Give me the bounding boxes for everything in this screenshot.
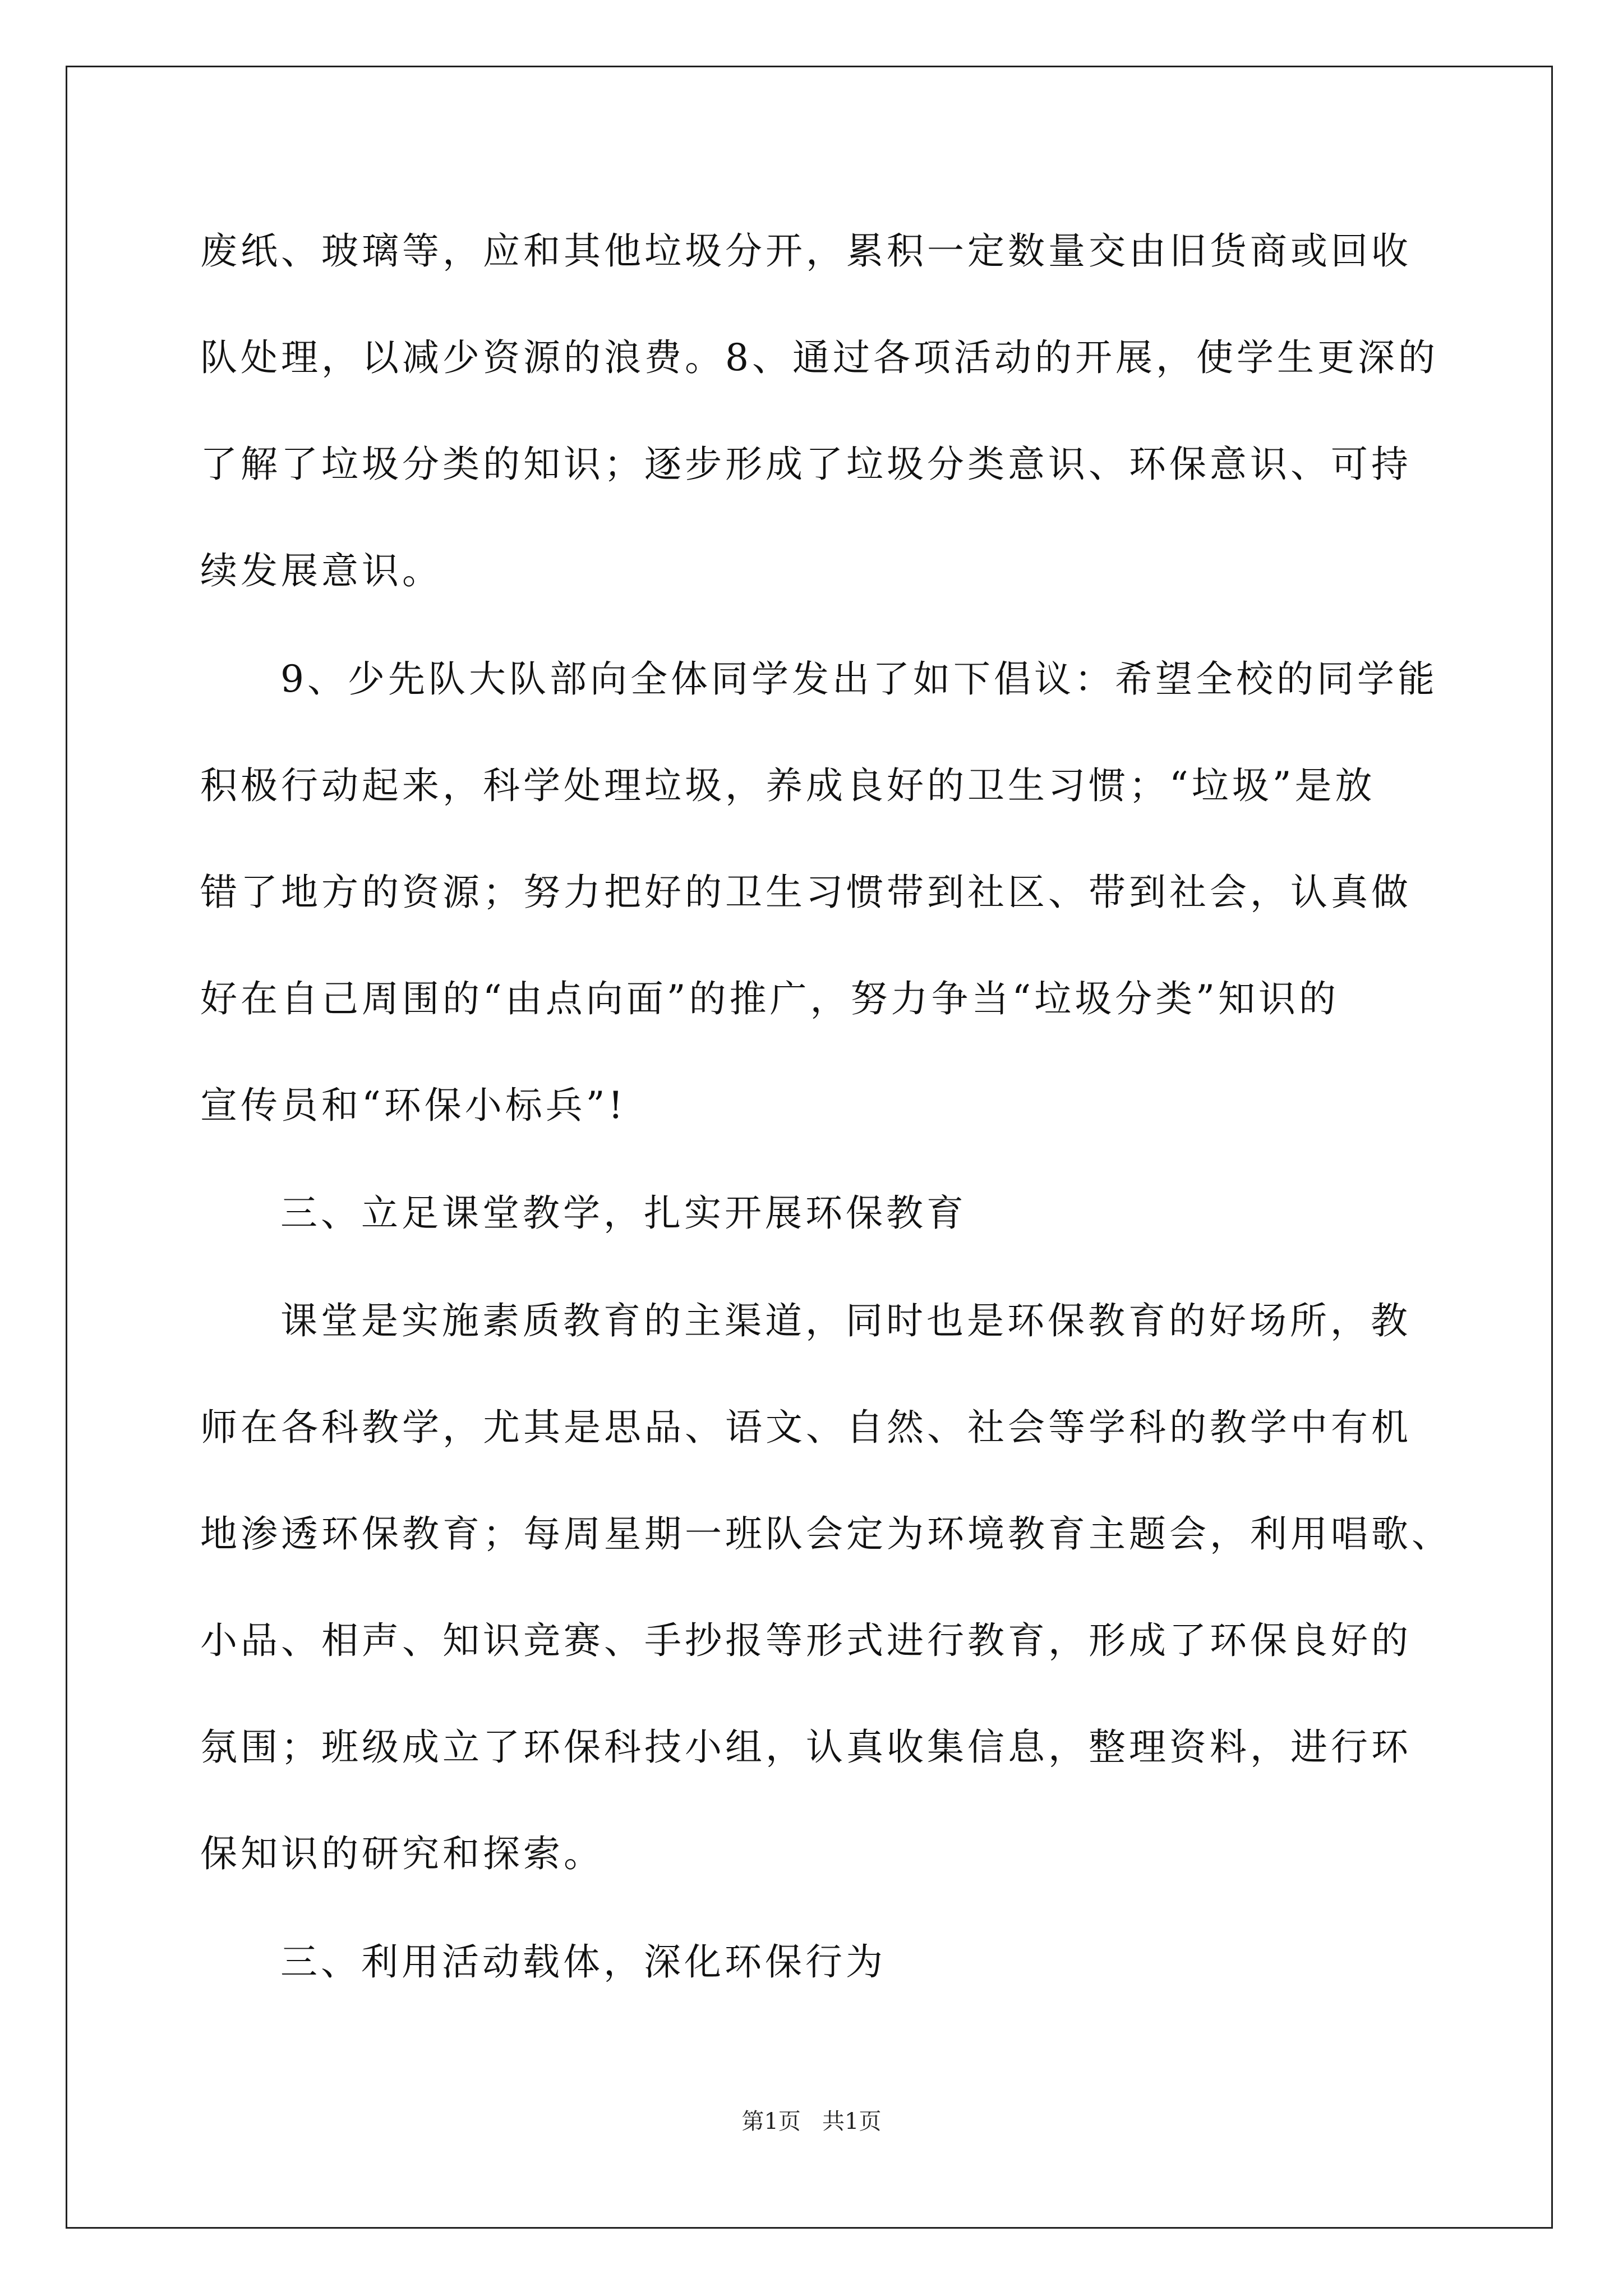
body-line: 师在各科教学，尤其是思品、语文、自然、社会等学科的教学中有机	[200, 1406, 1412, 1449]
paragraph-first-line: 9、少先队大队部向全体同学发出了如下倡议：希望全校的同学能	[280, 657, 1438, 701]
page-frame	[66, 66, 1553, 2229]
body-line: 续发展意识。	[200, 549, 442, 592]
body-line: 地渗透环保教育；每周星期一班队会定为环境教育主题会，利用唱歌、	[200, 1512, 1452, 1556]
body-line: 积极行动起来，科学处理垃圾，养成良好的卫生习惯；“垃圾”是放	[200, 764, 1376, 807]
body-line: 了解了垃圾分类的知识；逐步形成了垃圾分类意识、环保意识、可持	[200, 443, 1412, 486]
body-line: 错了地方的资源；努力把好的卫生习惯带到社区、带到社会，认真做	[200, 871, 1412, 914]
body-line: 废纸、玻璃等，应和其他垃圾分开，累积一定数量交由旧货商或回收	[200, 229, 1412, 273]
page-footer: 第1页 共1页	[741, 2109, 882, 2134]
body-line: 保知识的研究和探索。	[200, 1832, 604, 1875]
paragraph-first-line: 课堂是实施素质教育的主渠道，同时也是环保教育的好场所，教	[280, 1299, 1411, 1342]
body-line: 好在自己周围的“由点向面”的推广，努力争当“垃圾分类”知识的	[200, 977, 1339, 1020]
section-heading: 三、立足课堂教学，扎实开展环保教育	[280, 1191, 967, 1235]
body-line: 氛围；班级成立了环保科技小组，认真收集信息，整理资料，进行环	[200, 1726, 1412, 1769]
body-line: 小品、相声、知识竞赛、手抄报等形式进行教育，形成了环保良好的	[200, 1619, 1412, 1662]
body-line: 队处理，以减少资源的浪费。8、通过各项活动的开展，使学生更深的	[200, 336, 1438, 379]
body-line: 宣传员和“环保小标兵”!	[200, 1084, 627, 1127]
section-heading: 三、利用活动载体，深化环保行为	[280, 1940, 886, 1984]
